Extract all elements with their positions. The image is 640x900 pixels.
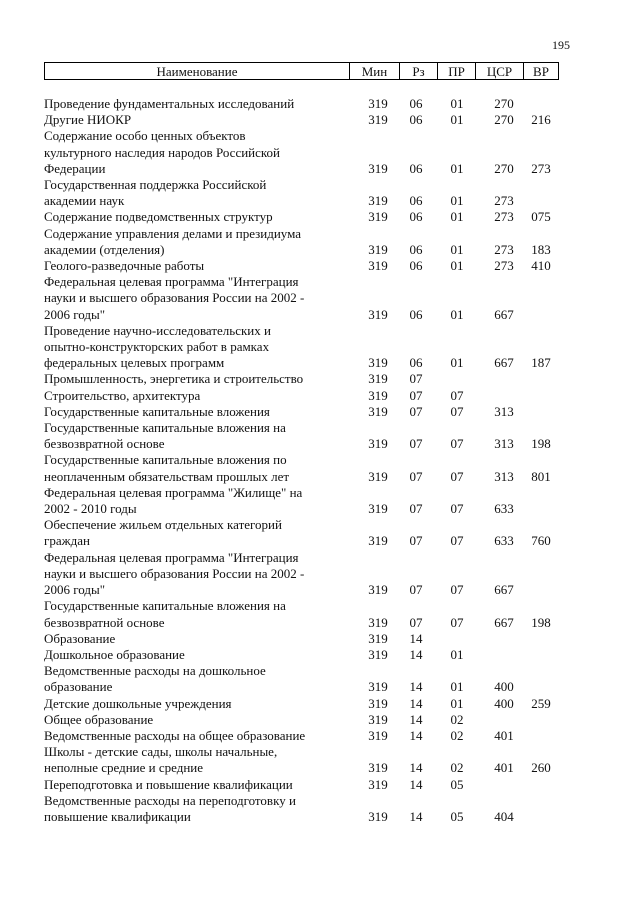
table-row xyxy=(44,209,574,225)
cell-csr: 667 xyxy=(494,582,514,598)
cell-min: 319 xyxy=(368,501,388,517)
cell-vr: 198 xyxy=(531,614,551,630)
table-row xyxy=(44,598,574,630)
cell-csr: 270 xyxy=(494,96,514,111)
cell-rz: 06 xyxy=(409,306,423,322)
row-name-line: Проведение фундаментальных исследований xyxy=(44,96,295,111)
cell-pr: 07 xyxy=(450,403,464,419)
row-name-line: Ведомственные расходы на переподготовку и xyxy=(44,792,296,808)
cell-pr: 07 xyxy=(450,387,464,403)
cell-csr: 401 xyxy=(494,727,514,743)
cell-pr: 07 xyxy=(450,582,464,598)
cell-vr: 075 xyxy=(531,209,551,225)
cell-pr: 01 xyxy=(450,209,464,225)
cell-min: 319 xyxy=(368,209,388,225)
cell-csr: 273 xyxy=(494,193,514,209)
row-name-line: Государственные капитальные вложения на xyxy=(44,420,286,436)
cell-min: 319 xyxy=(368,760,388,776)
table-row xyxy=(44,550,574,599)
cell-csr: 270 xyxy=(494,160,514,176)
row-name-line: культурного наследия народов Российской xyxy=(44,144,281,160)
cell-pr: 02 xyxy=(450,727,464,743)
header-csr: ЦСР xyxy=(475,63,523,79)
cell-csr: 273 xyxy=(494,258,514,274)
cell-min: 319 xyxy=(368,306,388,322)
header-pr: ПР xyxy=(437,63,475,79)
row-name xyxy=(44,728,334,744)
row-name-line: академии (отделения) xyxy=(44,241,165,257)
row-name-line: безвозвратной основе xyxy=(44,436,165,452)
row-name-line: Школы - детские сады, школы начальные, xyxy=(44,744,278,760)
cell-rz: 06 xyxy=(409,209,423,225)
cell-min: 319 xyxy=(368,711,388,727)
row-name-line: неоплаченным обязательствам прошлых лет xyxy=(44,468,290,484)
row-name-line: Строительство, архитектура xyxy=(44,387,201,403)
cell-min: 319 xyxy=(368,241,388,257)
table-row xyxy=(44,696,574,712)
row-name-line: 2006 годы" xyxy=(44,582,106,598)
row-name-line: Детские дошкольные учреждения xyxy=(44,695,232,711)
table-row xyxy=(44,777,574,793)
table-header xyxy=(44,62,559,80)
cell-min: 319 xyxy=(368,808,388,824)
row-name xyxy=(44,112,334,128)
table-row xyxy=(44,631,574,647)
cell-csr: 667 xyxy=(494,614,514,630)
row-name-line: Федерации xyxy=(44,160,106,176)
cell-min: 319 xyxy=(368,193,388,209)
cell-pr: 01 xyxy=(450,112,464,128)
row-name xyxy=(44,647,334,663)
cell-pr: 05 xyxy=(450,808,464,824)
row-name xyxy=(44,631,334,647)
table-row xyxy=(44,404,574,420)
row-name xyxy=(44,452,334,484)
table-row xyxy=(44,485,574,517)
cell-rz: 06 xyxy=(409,112,423,128)
row-name xyxy=(44,712,334,728)
row-name xyxy=(44,209,334,225)
row-name-line: Федеральная целевая программа "Интеграция xyxy=(44,274,299,290)
cell-csr: 404 xyxy=(494,808,514,824)
cell-pr: 01 xyxy=(450,679,464,695)
cell-pr: 07 xyxy=(450,533,464,549)
row-name-line: Федеральная целевая программа "Жилище" на xyxy=(44,484,303,500)
cell-pr: 07 xyxy=(450,468,464,484)
cell-min: 319 xyxy=(368,387,388,403)
cell-rz: 14 xyxy=(409,711,423,727)
row-name-line: Ведомственные расходы на общее образование xyxy=(44,727,306,743)
cell-min: 319 xyxy=(368,630,388,646)
row-name-line: науки и высшего образования России на 2002 - xyxy=(44,565,305,581)
row-name-line: Проведение научно-исследовательских и xyxy=(44,322,271,338)
cell-min: 319 xyxy=(368,582,388,598)
row-name-line: повышение квалификации xyxy=(44,808,191,824)
cell-vr: 198 xyxy=(531,436,551,452)
cell-csr: 273 xyxy=(494,241,514,257)
table-row xyxy=(44,647,574,663)
header-vr: ВР xyxy=(523,63,558,79)
row-name-line: Ведомственные расходы на дошкольное xyxy=(44,663,266,679)
cell-rz: 07 xyxy=(409,387,423,403)
row-name xyxy=(44,226,334,258)
cell-csr: 270 xyxy=(494,112,514,128)
cell-rz: 14 xyxy=(409,679,423,695)
table-row xyxy=(44,388,574,404)
row-name xyxy=(44,517,334,549)
cell-pr: 07 xyxy=(450,501,464,517)
row-name-line: Содержание управления делами и президиума xyxy=(44,225,302,241)
row-name-line: Другие НИОКР xyxy=(44,112,132,128)
row-name-line: Государственная поддержка Российской xyxy=(44,177,267,193)
cell-rz: 07 xyxy=(409,614,423,630)
table-body xyxy=(44,96,574,825)
row-name-line: Общее образование xyxy=(44,711,154,727)
table-row xyxy=(44,517,574,549)
row-name-line: федеральных целевых программ xyxy=(44,355,225,371)
row-name-line: Государственные капитальные вложения xyxy=(44,403,270,419)
row-name xyxy=(44,793,334,825)
table-row xyxy=(44,274,574,323)
cell-min: 319 xyxy=(368,468,388,484)
table-row xyxy=(44,452,574,484)
cell-rz: 14 xyxy=(409,808,423,824)
cell-min: 319 xyxy=(368,614,388,630)
table-row xyxy=(44,128,574,177)
cell-min: 319 xyxy=(368,695,388,711)
cell-rz: 07 xyxy=(409,582,423,598)
table-row xyxy=(44,744,574,776)
row-name-line: образование xyxy=(44,679,113,695)
cell-rz: 14 xyxy=(409,646,423,662)
cell-vr: 183 xyxy=(531,241,551,257)
cell-csr: 400 xyxy=(494,695,514,711)
cell-vr: 187 xyxy=(531,355,551,371)
cell-csr: 667 xyxy=(494,355,514,371)
cell-min: 319 xyxy=(368,371,388,387)
row-name-line: граждан xyxy=(44,533,90,549)
table-row xyxy=(44,371,574,387)
row-name-line: 2006 годы" xyxy=(44,306,106,322)
row-name xyxy=(44,128,334,177)
row-name xyxy=(44,323,334,372)
row-name-line: безвозвратной основе xyxy=(44,614,165,630)
cell-rz: 06 xyxy=(409,258,423,274)
row-name-line: Образование xyxy=(44,630,116,646)
cell-rz: 07 xyxy=(409,533,423,549)
cell-rz: 07 xyxy=(409,501,423,517)
row-name xyxy=(44,663,334,695)
cell-rz: 14 xyxy=(409,776,423,792)
cell-rz: 14 xyxy=(409,630,423,646)
table-row xyxy=(44,258,574,274)
row-name xyxy=(44,598,334,630)
table-row xyxy=(44,420,574,452)
cell-vr: 259 xyxy=(531,695,551,711)
cell-vr: 216 xyxy=(531,112,551,128)
cell-pr: 01 xyxy=(450,258,464,274)
row-name xyxy=(44,420,334,452)
row-name-line: 2002 - 2010 годы xyxy=(44,501,137,517)
table-row xyxy=(44,663,574,695)
header-rz: Рз xyxy=(399,63,437,79)
cell-rz: 06 xyxy=(409,355,423,371)
row-name xyxy=(44,274,334,323)
cell-rz: 14 xyxy=(409,760,423,776)
cell-rz: 07 xyxy=(409,468,423,484)
table-row xyxy=(44,793,574,825)
cell-min: 319 xyxy=(368,436,388,452)
cell-pr: 01 xyxy=(450,646,464,662)
row-name xyxy=(44,744,334,776)
cell-csr: 633 xyxy=(494,533,514,549)
cell-min: 319 xyxy=(368,112,388,128)
cell-csr: 273 xyxy=(494,209,514,225)
cell-min: 319 xyxy=(368,533,388,549)
row-name-line: Обеспечение жильем отдельных категорий xyxy=(44,517,282,533)
cell-rz: 06 xyxy=(409,160,423,176)
header-name: Наименование xyxy=(156,63,238,79)
cell-vr: 273 xyxy=(531,160,551,176)
cell-rz: 07 xyxy=(409,403,423,419)
table-row xyxy=(44,728,574,744)
row-name-line: Государственные капитальные вложения по xyxy=(44,452,287,468)
row-name-line: опытно-конструкторских работ в рамках xyxy=(44,339,270,355)
row-name-line: Промышленность, энергетика и строительство xyxy=(44,371,304,387)
cell-min: 319 xyxy=(368,776,388,792)
row-name-line: Дошкольное образование xyxy=(44,646,185,662)
cell-min: 319 xyxy=(368,258,388,274)
table-row xyxy=(44,323,574,372)
cell-min: 319 xyxy=(368,355,388,371)
row-name-line: неполные средние и средние xyxy=(44,760,204,776)
cell-rz: 06 xyxy=(409,241,423,257)
row-name xyxy=(44,177,334,209)
table-row xyxy=(44,112,574,128)
cell-rz: 07 xyxy=(409,371,423,387)
cell-vr: 760 xyxy=(531,533,551,549)
cell-min: 319 xyxy=(368,727,388,743)
cell-csr: 313 xyxy=(494,436,514,452)
cell-min: 319 xyxy=(368,160,388,176)
row-name xyxy=(44,696,334,712)
row-name-line: Государственные капитальные вложения на xyxy=(44,598,286,614)
cell-csr: 633 xyxy=(494,501,514,517)
cell-pr: 02 xyxy=(450,711,464,727)
cell-pr: 01 xyxy=(450,306,464,322)
cell-pr: 02 xyxy=(450,760,464,776)
cell-pr: 07 xyxy=(450,614,464,630)
cell-rz: 06 xyxy=(409,193,423,209)
table-row xyxy=(44,712,574,728)
table-row xyxy=(44,226,574,258)
cell-csr: 400 xyxy=(494,679,514,695)
cell-csr: 401 xyxy=(494,760,514,776)
cell-pr: 01 xyxy=(450,160,464,176)
cell-min: 319 xyxy=(368,679,388,695)
cell-pr: 01 xyxy=(450,96,464,111)
row-name-line: Переподготовка и повышение квалификации xyxy=(44,776,293,792)
cell-pr: 07 xyxy=(450,436,464,452)
table-row xyxy=(44,177,574,209)
cell-pr: 01 xyxy=(450,355,464,371)
row-name-line: Содержание особо ценных объектов xyxy=(44,128,246,144)
cell-csr: 313 xyxy=(494,468,514,484)
row-name-line: Геолого-разведочные работы xyxy=(44,258,205,274)
cell-pr: 01 xyxy=(450,695,464,711)
cell-csr: 313 xyxy=(494,403,514,419)
cell-pr: 01 xyxy=(450,193,464,209)
row-name xyxy=(44,777,334,793)
header-min: Мин xyxy=(349,63,399,79)
cell-vr: 801 xyxy=(531,468,551,484)
row-name xyxy=(44,485,334,517)
cell-vr: 260 xyxy=(531,760,551,776)
row-name xyxy=(44,550,334,599)
row-name xyxy=(44,371,334,387)
cell-min: 319 xyxy=(368,646,388,662)
cell-rz: 07 xyxy=(409,436,423,452)
cell-min: 319 xyxy=(368,403,388,419)
cell-rz: 14 xyxy=(409,695,423,711)
row-name xyxy=(44,258,334,274)
cell-min: 319 xyxy=(368,96,388,111)
row-name xyxy=(44,96,334,112)
row-name-line: Содержание подведомственных структур xyxy=(44,209,273,225)
table-row xyxy=(44,96,574,112)
cell-pr: 01 xyxy=(450,241,464,257)
cell-pr: 05 xyxy=(450,776,464,792)
cell-vr: 410 xyxy=(531,258,551,274)
cell-csr: 667 xyxy=(494,306,514,322)
page-number: 195 xyxy=(552,38,570,52)
cell-rz: 06 xyxy=(409,96,423,111)
row-name-line: Федеральная целевая программа "Интеграция xyxy=(44,549,299,565)
row-name-line: академии наук xyxy=(44,193,125,209)
row-name xyxy=(44,388,334,404)
cell-rz: 14 xyxy=(409,727,423,743)
row-name-line: науки и высшего образования России на 2002 - xyxy=(44,290,305,306)
row-name xyxy=(44,404,334,420)
